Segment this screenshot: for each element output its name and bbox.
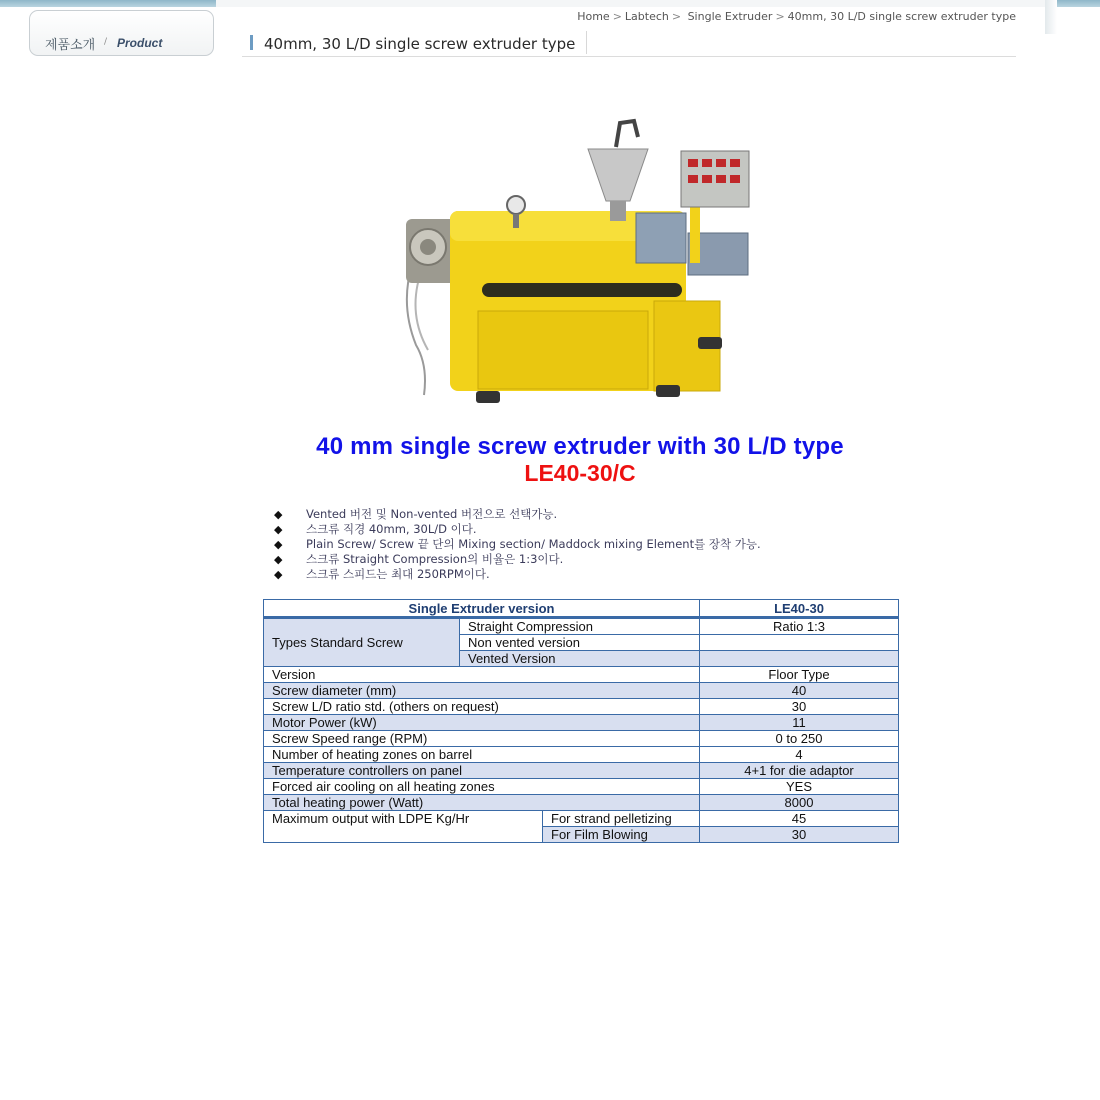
screw-type-sub: Vented Version	[460, 651, 700, 667]
spec-table	[263, 599, 899, 843]
row-label: Screw diameter (mm)	[264, 683, 700, 699]
screw-type-sub: Non vented version	[460, 635, 700, 651]
breadcrumb-single-extruder[interactable]: Single Extruder	[687, 10, 773, 23]
table-row	[264, 683, 899, 699]
table-header-row	[264, 600, 899, 618]
sidebar-title-korean: 제품소개	[45, 38, 96, 53]
title-divider	[586, 31, 587, 54]
table-row	[264, 779, 899, 795]
row-label: Forced air cooling on all heating zones	[264, 779, 700, 795]
breadcrumb-labtech[interactable]: Labtech	[624, 10, 669, 23]
screw-type-value	[700, 651, 899, 667]
row-value: 40	[700, 683, 899, 699]
diamond-bullet-icon: ◆	[274, 538, 283, 551]
feature-text: Plain Screw/ Screw 끝 단의 Mixing section/ Maddock mixing Element를 장착 가능.	[306, 537, 761, 551]
screw-type-sub: Straight Compression	[460, 618, 700, 635]
breadcrumb-home[interactable]: Home	[577, 10, 610, 23]
extruder-machine-image	[398, 115, 750, 417]
table-row	[264, 731, 899, 747]
row-label: Screw L/D ratio std. (others on request)	[264, 699, 700, 715]
output-sub: For strand pelletizing	[543, 811, 700, 827]
table-row	[264, 747, 899, 763]
sidebar-separator: /	[104, 37, 108, 47]
row-label: Version	[264, 667, 700, 683]
chevron-right-icon: >	[775, 10, 785, 23]
feature-text: 스크류 직경 40mm, 30L/D 이다.	[306, 522, 477, 536]
row-value: 11	[700, 715, 899, 731]
chevron-right-icon: >	[612, 10, 622, 23]
header-version: Single Extruder version	[264, 600, 700, 618]
table-row	[264, 795, 899, 811]
row-label: Temperature controllers on panel	[264, 763, 700, 779]
row-label: Screw Speed range (RPM)	[264, 731, 700, 747]
row-value: 30	[700, 699, 899, 715]
row-value: 4+1 for die adaptor	[700, 763, 899, 779]
diamond-bullet-icon: ◆	[274, 508, 283, 521]
table-row	[264, 763, 899, 779]
row-label: Number of heating zones on barrel	[264, 747, 700, 763]
row-label-output: Maximum output with LDPE Kg/Hr	[264, 811, 543, 843]
row-value: YES	[700, 779, 899, 795]
feature-text: 스크류 Straight Compression의 비율은 1:3이다.	[306, 552, 564, 566]
table-row	[264, 715, 899, 731]
row-label-screw-types: Types Standard Screw	[264, 618, 460, 667]
feature-text: 스크류 스피드는 최대 250RPM이다.	[306, 567, 490, 581]
diamond-bullet-icon: ◆	[274, 523, 283, 536]
feature-text: Vented 버전 및 Non-vented 버전으로 선택가능.	[306, 507, 558, 521]
diamond-bullet-icon: ◆	[274, 553, 283, 566]
page-title: 40mm, 30 L/D single screw extruder type	[264, 35, 576, 53]
top-bar-shadow	[1045, 0, 1057, 34]
breadcrumb-current: 40mm, 30 L/D single screw extruder type	[787, 10, 1016, 23]
table-row	[264, 811, 899, 827]
table-row	[264, 699, 899, 715]
output-sub: For Film Blowing	[543, 827, 700, 843]
product-headline: 40 mm single screw extruder with 30 L/D type	[316, 433, 844, 460]
row-value: 4	[700, 747, 899, 763]
row-label: Total heating power (Watt)	[264, 795, 700, 811]
sidebar-section-box[interactable]	[29, 10, 214, 56]
diamond-bullet-icon: ◆	[274, 568, 283, 581]
screw-type-value	[700, 635, 899, 651]
screw-type-value: Ratio 1:3	[700, 618, 899, 635]
row-value: 8000	[700, 795, 899, 811]
sidebar-title-english: Product	[117, 36, 163, 50]
output-value: 30	[700, 827, 899, 843]
table-row	[264, 667, 899, 683]
product-model: LE40-30/C	[524, 460, 636, 486]
header-model: LE40-30	[700, 600, 899, 618]
table-row	[264, 618, 899, 635]
row-label: Motor Power (kW)	[264, 715, 700, 731]
row-value: Floor Type	[700, 667, 899, 683]
chevron-right-icon: >	[671, 10, 682, 23]
title-underline	[242, 56, 1016, 57]
title-marker	[250, 35, 253, 50]
top-bar-center	[216, 0, 1045, 7]
row-value: 0 to 250	[700, 731, 899, 747]
breadcrumb	[577, 10, 1016, 23]
output-value: 45	[700, 811, 899, 827]
